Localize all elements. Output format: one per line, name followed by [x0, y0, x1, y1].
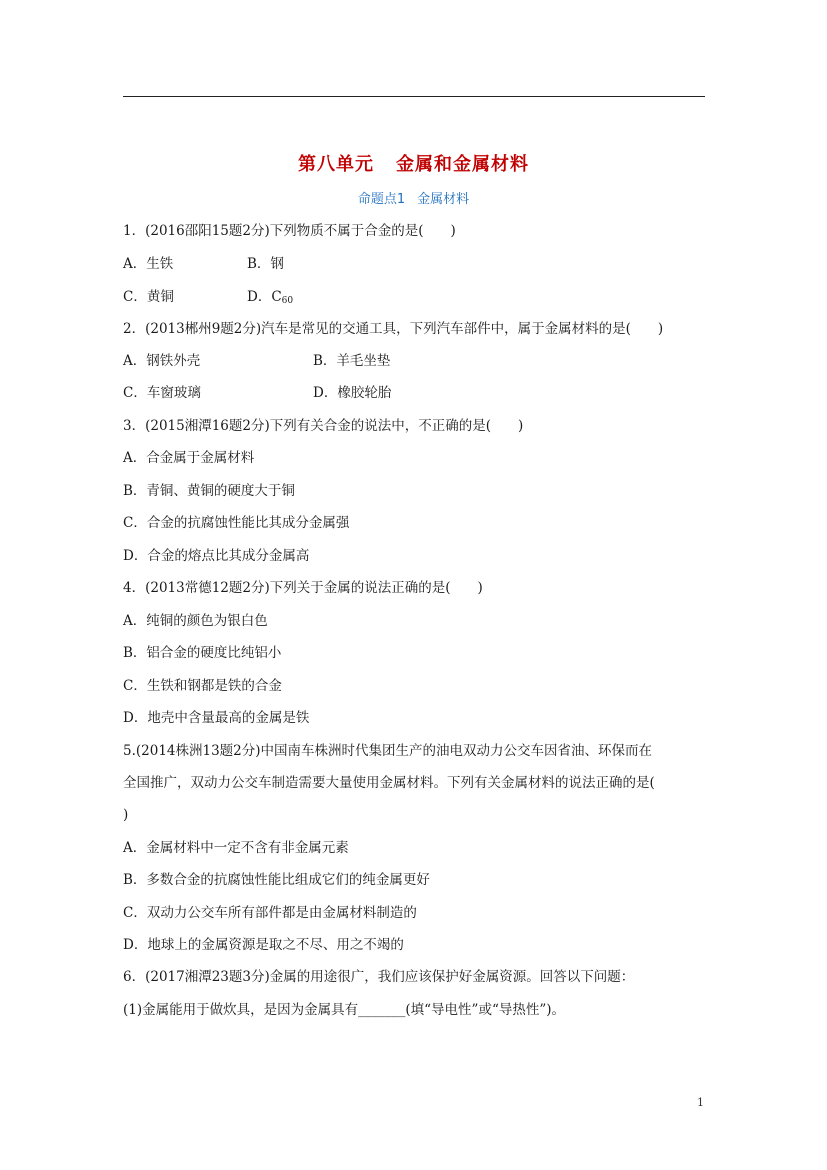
unit-label: 第八单元	[298, 154, 374, 175]
question-5-stem-line-1: 5.(2014株洲13题2分)中国南车株洲时代集团生产的油电双动力公交车因省油、环保而在	[123, 743, 653, 759]
header-rule	[123, 96, 705, 97]
question-6-part-1: (1)金属能用于做炊具，是因为金属具有_______(填“导电性”或“导热性”)。	[123, 1002, 566, 1018]
topic-heading	[0, 188, 827, 207]
question-2-option-c: C．车窗玻璃	[123, 385, 201, 401]
question-3-option-a: A．合金属于金属材料	[123, 450, 255, 466]
question-4-option-b: B．铝合金的硬度比纯铝小	[123, 645, 282, 661]
question-1-option-b: B．钢	[247, 256, 284, 272]
topic-name: 金属材料	[417, 192, 470, 207]
question-3-option-d: D．合金的熔点比其成分金属高	[123, 548, 310, 564]
question-4-option-c: C．生铁和钢都是铁的合金	[123, 678, 282, 694]
question-3-option-b: B．青铜、黄铜的硬度大于铜	[123, 483, 295, 499]
question-5-option-c: C．双动力公交车所有部件都是由金属材料制造的	[123, 905, 417, 921]
page-title	[0, 150, 827, 176]
question-5-stem-line-2: 全国推广，双动力公交车制造需要大量使用金属材料。下列有关金属材料的说法正确的是(	[123, 775, 655, 791]
question-2-option-a: A．钢铁外壳	[123, 353, 201, 369]
question-1-option-c: C．黄铜	[123, 289, 174, 305]
question-3-option-c: C．合金的抗腐蚀性能比其成分金属强	[123, 515, 350, 531]
question-2-option-b: B．羊毛坐垫	[313, 353, 391, 369]
question-1-option-d	[247, 288, 293, 310]
unit-title: 金属和金属材料	[396, 154, 529, 175]
question-4-stem: 4．(2013常德12题2分)下列关于金属的说法正确的是( )	[123, 580, 483, 596]
question-5-option-a: A．金属材料中一定不含有非金属元素	[123, 840, 349, 856]
question-6-stem: 6．(2017湘潭23题3分)金属的用途很广，我们应该保护好金属资源。回答以下问题：	[123, 969, 635, 985]
question-5-option-d: D．地球上的金属资源是取之不尽、用之不竭的	[123, 937, 404, 953]
question-2-stem: 2．(2013郴州9题2分)汽车是常见的交通工具，下列汽车部件中，属于金属材料的是( )	[123, 321, 664, 337]
question-1-option-d-subscript: 60	[281, 296, 294, 306]
question-4-option-d: D．地壳中含量最高的金属是铁	[123, 710, 310, 726]
question-3-stem: 3．(2015湘潭16题2分)下列有关合金的说法中，不正确的是( )	[123, 418, 524, 434]
question-1-option-d-text: D．C	[247, 289, 282, 305]
question-5-stem-line-3: )	[123, 807, 129, 823]
page-number: 1	[697, 1096, 704, 1109]
question-2-option-d: D．橡胶轮胎	[313, 385, 392, 401]
question-5-option-b: B．多数合金的抗腐蚀性能比组成它们的纯金属更好	[123, 872, 430, 888]
question-1-option-a: A．生铁	[123, 256, 174, 272]
question-1-stem: 1．(2016邵阳15题2分)下列物质不属于合金的是( )	[123, 223, 456, 239]
topic-number: 命题点1	[357, 192, 406, 207]
question-4-option-a: A．纯铜的颜色为银白色	[123, 613, 268, 629]
